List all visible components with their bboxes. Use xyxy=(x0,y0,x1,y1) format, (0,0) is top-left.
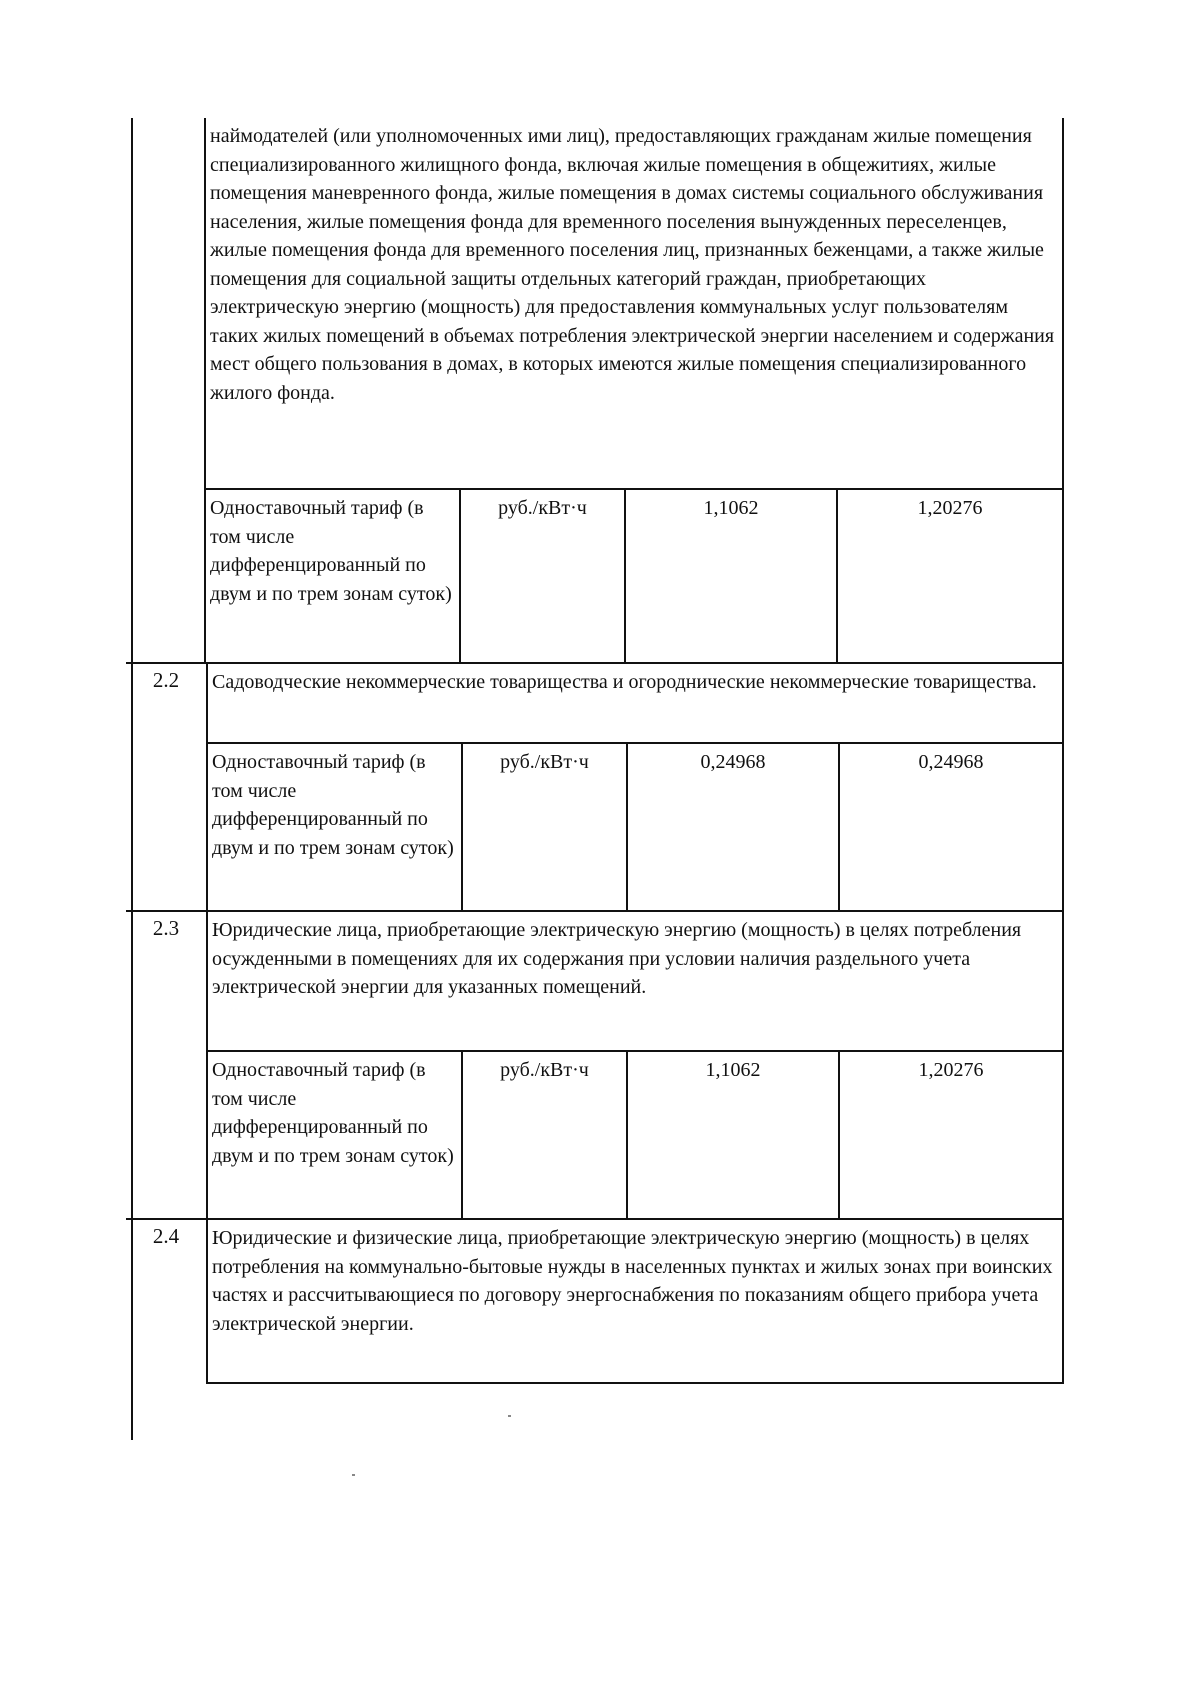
tariff-value-2: 0,24968 xyxy=(918,751,984,773)
row-body xyxy=(206,664,1064,910)
row-number: 2.4 xyxy=(152,1224,180,1248)
tariff-value-1: 1,1062 xyxy=(626,490,838,662)
tariff-unit: руб./кВт·ч xyxy=(463,744,628,910)
category-description: наймодателей (или уполномоченных ими лиц), предоставляющих гражданам жилые помещения специализированного жилищного фонда, включая жилые помещения в общежитиях, жилые помещения маневренного фонда, жилые помещения в домах системы социального обслуживания населения, жилые помещения фонда для временного поселения вынужденных переселенцев, жилые помещения фонда для временного поселения лиц, признанных беженцами, а также жилые помещения для социальной защиты отдельных категорий граждан, приобретающих электрическую энергию (мощность) для предоставления коммунальных услуг пользователям таких жилых помещений в объемах потребления электрической энергии населением и содержания мест общего пользования в домах, в которых имеются жилые помещения специализированного жилого фонда. xyxy=(206,118,1064,488)
row-number xyxy=(126,118,206,662)
category-description: Садоводческие некоммерческие товарищества и огороднические некоммерческие товарищества. xyxy=(208,664,1064,742)
tariff-value-2: 1,20276 xyxy=(918,1059,984,1081)
tariff-value-1: 0,24968 xyxy=(628,744,840,910)
scan-speck xyxy=(508,1415,511,1417)
table-row-2-2 xyxy=(126,662,1064,910)
tariff-row xyxy=(206,488,1064,662)
tariff-row xyxy=(208,742,1064,910)
row-number: 2.2 xyxy=(152,668,180,692)
tariff-value-1: 1,1062 xyxy=(628,1052,840,1218)
tariff-name: Одноставочный тариф (в том числе дифференцированный по двум и по трем зонам суток) xyxy=(206,490,461,662)
tariff-table xyxy=(126,118,1064,1384)
tariff-value-2: 1,20276 xyxy=(917,497,983,519)
tariff-row xyxy=(208,1050,1064,1218)
tariff-name: Одноставочный тариф (в том числе дифференцированный по двум и по трем зонам суток) xyxy=(208,1052,463,1218)
table-row-2-4 xyxy=(126,1218,1064,1384)
category-description: Юридические и физические лица, приобретающие электрическую энергию (мощность) в целях потребления на коммунально-бытовые нужды в населенных пунктах и жилых зонах при воинских частях и рассчитывающиеся по договору энергоснабжения по показаниям общего прибора учета электрической энергии. xyxy=(208,1220,1064,1382)
tariff-unit: руб./кВт·ч xyxy=(461,490,626,662)
tariff-unit: руб./кВт·ч xyxy=(463,1052,628,1218)
tariff-name: Одноставочный тариф (в том числе дифференцированный по двум и по трем зонам суток) xyxy=(208,744,463,910)
row-body xyxy=(204,118,1064,662)
row-body xyxy=(206,912,1064,1218)
scan-speck xyxy=(352,1474,355,1476)
row-body xyxy=(206,1220,1064,1384)
table-row-intro xyxy=(126,118,1064,662)
row-number: 2.3 xyxy=(152,916,180,940)
table-row-2-3 xyxy=(126,910,1064,1218)
category-description: Юридические лица, приобретающие электрическую энергию (мощность) в целях потребления осужденными в помещениях для их содержания при условии наличия раздельного учета электрической энергии для указанных помещений. xyxy=(208,912,1064,1050)
